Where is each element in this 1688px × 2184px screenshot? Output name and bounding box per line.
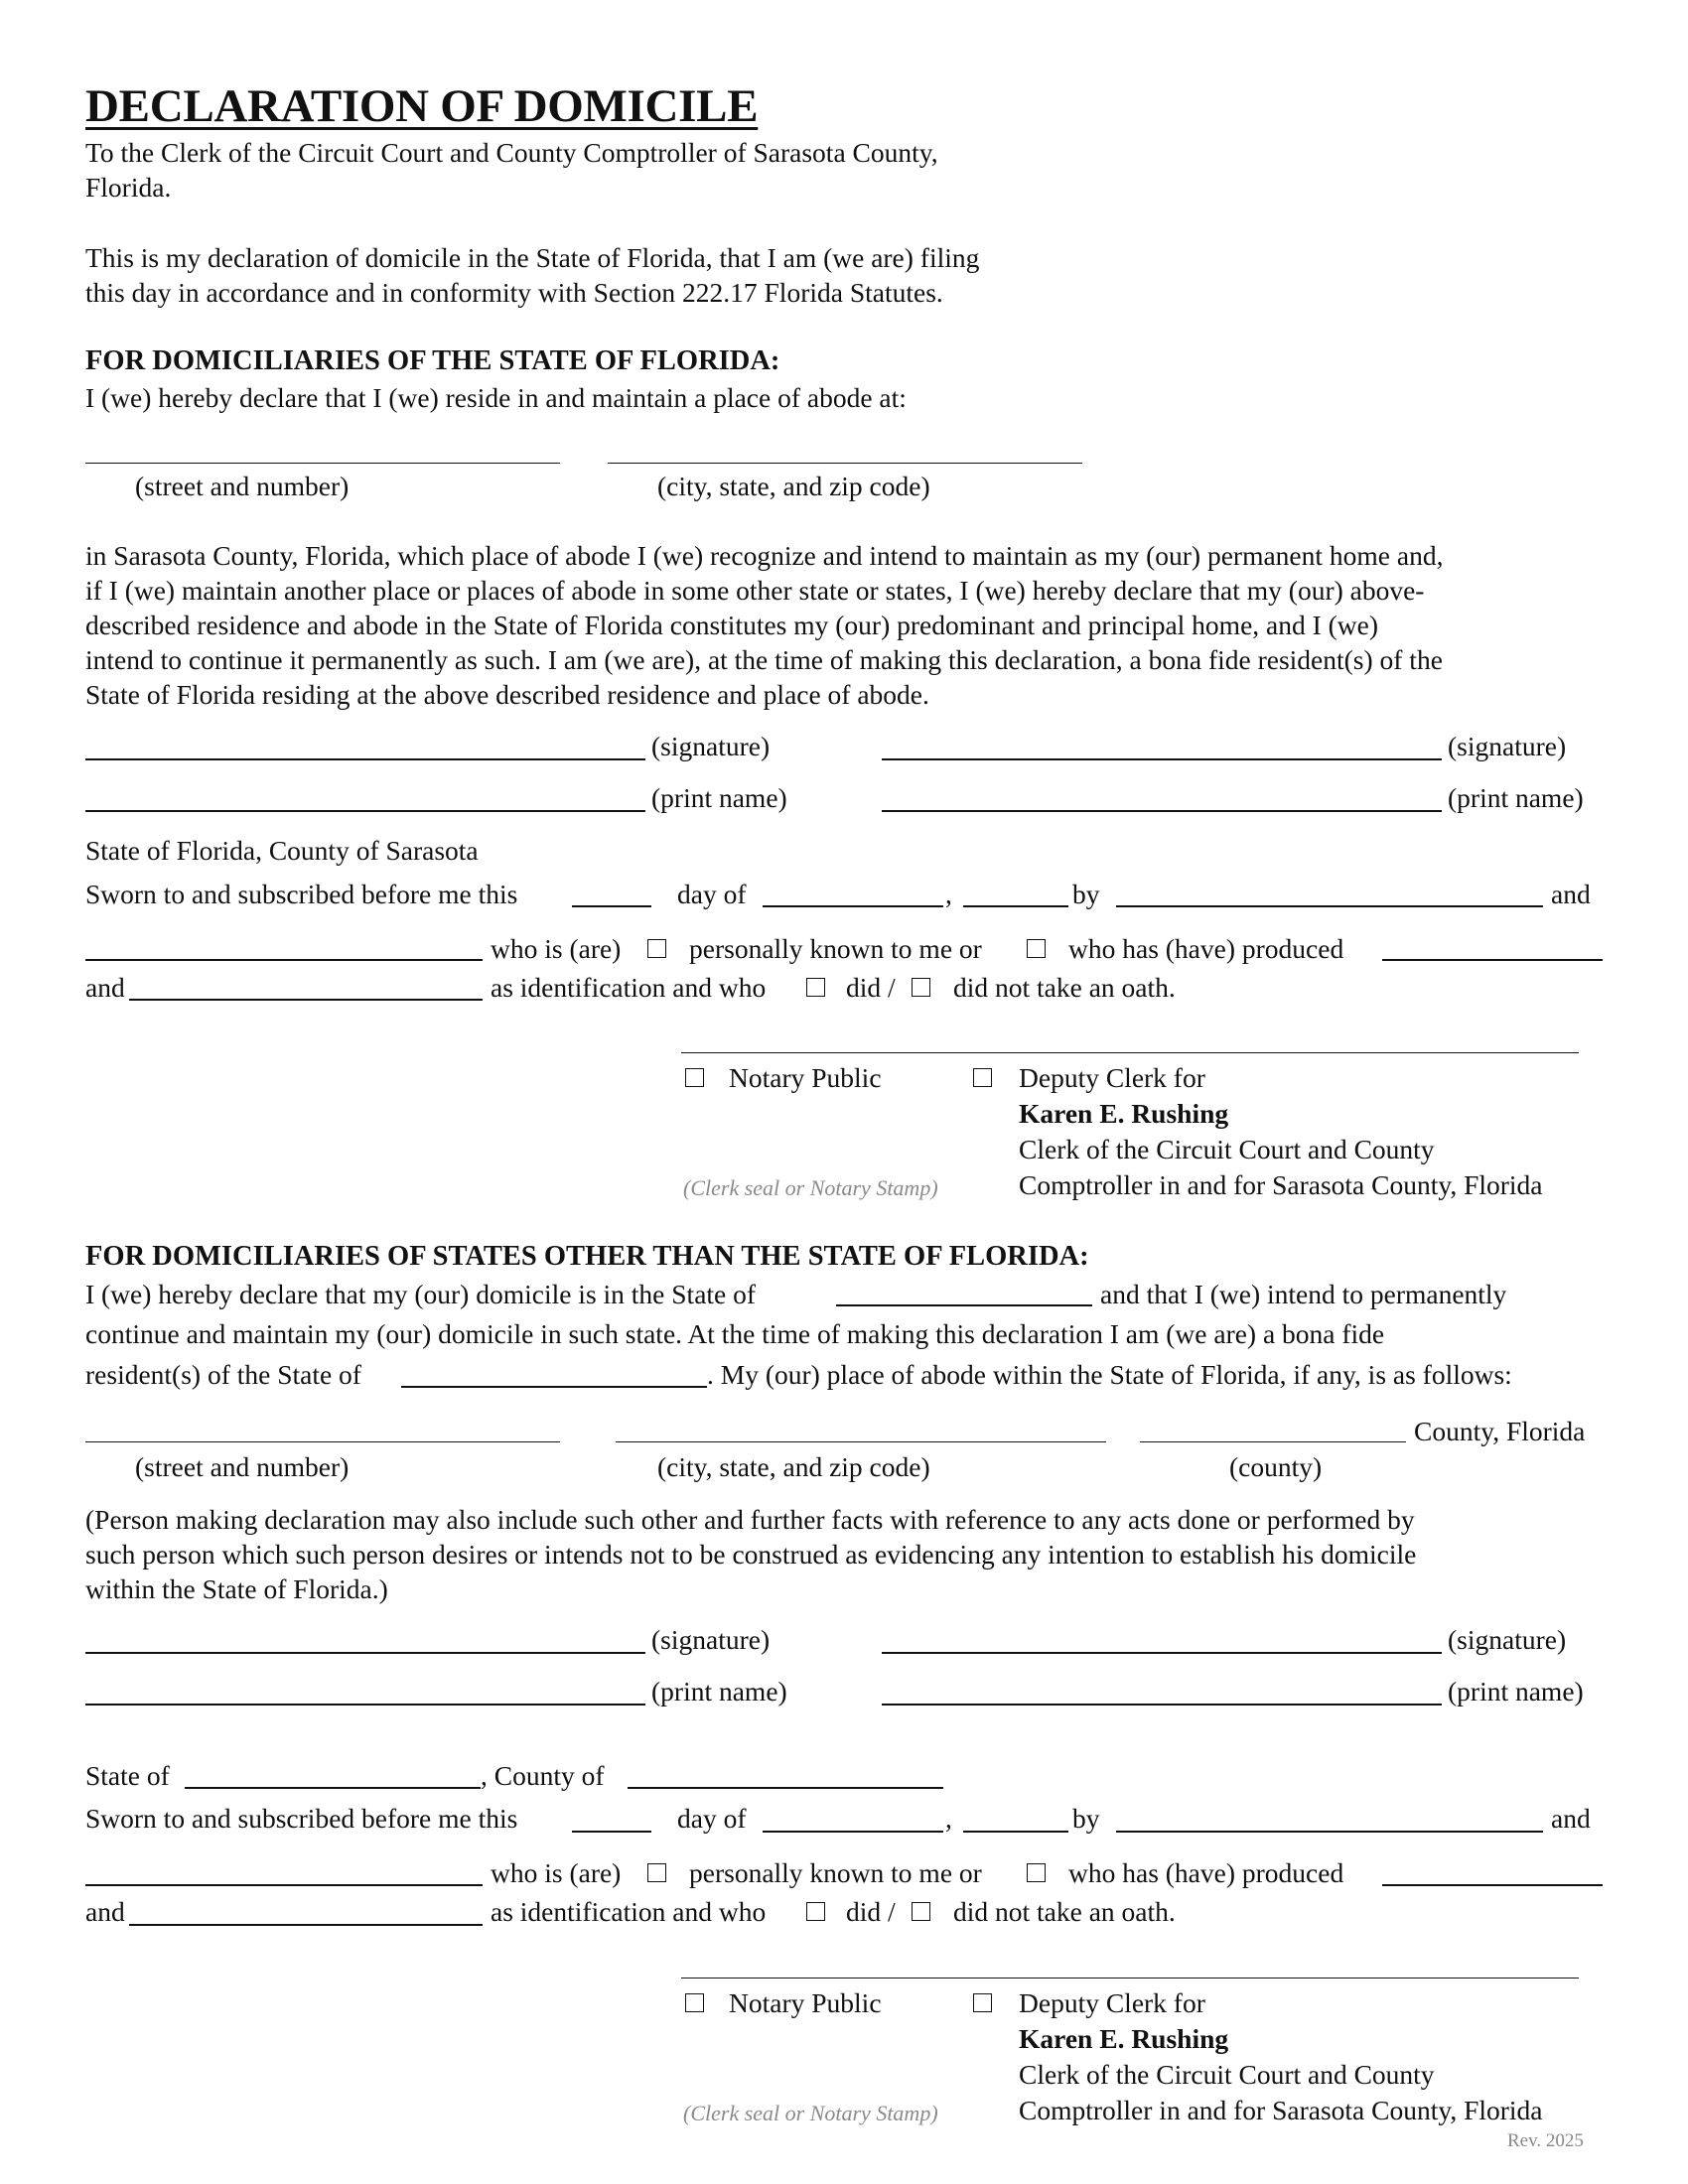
fl-comma: , [945,879,952,909]
fl-city-label: (city, state, and zip code) [657,471,930,501]
fl-day-input[interactable] [572,905,651,907]
fl-signature-1-label: (signature) [651,731,771,761]
fl-produced-checkbox[interactable] [1027,939,1046,958]
fl-body-line-2: if I (we) maintain another place or places of abode in some other state or states, I (we) hereby declare that my (our) above- [85,575,1425,606]
os-note-line-3: within the State of Florida.) [85,1573,388,1604]
os-note-line-2: such person which such person desires or intends not to be construed as evidencing any intention to establish his domicile [85,1539,1417,1570]
fl-clerk-title-1: Clerk of the Circuit Court and County [1019,1134,1435,1164]
fl-body-line-3: described residence and abode in the State of Florida constitutes my (our) predominant and principal home, and I (we) [85,610,1379,640]
fl-by-name-input[interactable] [1116,905,1543,907]
os-as-identification: as identification and who [491,1896,767,1927]
os-day-input[interactable] [572,1831,651,1833]
os-county-of-input[interactable] [628,1787,943,1789]
os-notary-public-label: Notary Public [729,1987,882,2018]
os-signature-2-input[interactable] [882,1652,1442,1654]
os-note-line-1: (Person making declaration may also include such other and further facts with reference to any acts done or performed by [85,1504,1415,1535]
os-city-input[interactable] [616,1441,1106,1442]
other-section-heading: FOR DOMICILIARIES OF STATES OTHER THAN THE STATE OF FLORIDA: [85,1241,1089,1272]
fl-signature-1-input[interactable] [85,758,645,760]
os-by-name-input[interactable] [1116,1831,1543,1833]
fl-personally-known: personally known to me or [689,933,982,964]
os-county-input[interactable] [1140,1441,1406,1442]
florida-declare-text: I (we) hereby declare that I (we) reside in and maintain a place of abode at: [85,382,907,413]
addressee-line-1: To the Clerk of the Circuit Court and County Comptroller of Sarasota County, [85,137,938,168]
os-comma: , [945,1803,952,1834]
fl-state-county: State of Florida, County of Sarasota [85,835,479,866]
fl-did: did / [846,972,896,1003]
os-identification-2-input[interactable] [129,1924,483,1926]
os-did-not: did not take an oath. [953,1896,1176,1927]
fl-by: by [1072,879,1100,909]
os-line2: continue and maintain my (our) domicile in such state. At the time of making this declaration I am (we are) a bona fide [85,1318,1385,1349]
fl-print-name-1-label: (print name) [651,782,787,813]
os-who-name-input[interactable] [85,1884,483,1886]
fl-street-label: (street and number) [135,471,350,501]
fl-did-not-checkbox[interactable] [912,978,930,997]
fl-deputy-clerk-label: Deputy Clerk for [1019,1062,1205,1093]
os-seal-note: (Clerk seal or Notary Stamp) [683,2101,938,2125]
os-county-florida: County, Florida [1414,1416,1586,1446]
fl-and-2: and [85,972,125,1003]
os-state-of-input[interactable] [185,1787,481,1789]
fl-print-name-2-label: (print name) [1448,782,1584,813]
os-personally-known: personally known to me or [689,1857,982,1888]
os-deputy-clerk-checkbox[interactable] [973,1993,992,2012]
os-county-of: , County of [481,1760,605,1791]
declaration-line-2: this day in accordance and in conformity with Section 222.17 Florida Statutes. [85,277,943,308]
os-print-name-1-input[interactable] [85,1704,645,1706]
fl-month-input[interactable] [763,905,943,907]
os-by: by [1072,1803,1100,1834]
addressee-line-2: Florida. [85,172,172,203]
os-month-input[interactable] [763,1831,943,1833]
fl-who-name-input[interactable] [85,959,483,961]
fl-day-of: day of [677,879,747,909]
fl-who-is: who is (are) [491,933,622,964]
os-clerk-title-2: Comptroller in and for Sarasota County, Florida [1019,2095,1543,2125]
os-personally-known-checkbox[interactable] [647,1863,666,1882]
os-print-name-2-input[interactable] [882,1704,1442,1706]
os-and: and [1551,1803,1591,1834]
fl-clerk-name: Karen E. Rushing [1019,1098,1229,1129]
fl-did-not: did not take an oath. [953,972,1176,1003]
os-who-is: who is (are) [491,1857,622,1888]
os-who-has-produced: who has (have) produced [1068,1857,1344,1888]
os-city-label: (city, state, and zip code) [657,1451,930,1482]
os-notary-signature-input[interactable] [681,1978,1579,1979]
os-print-name-1-label: (print name) [651,1676,787,1706]
os-identification-input[interactable] [1382,1884,1603,1886]
os-sworn-prefix: Sworn to and subscribed before me this [85,1803,518,1834]
os-line3-a: resident(s) of the State of [85,1359,361,1390]
os-did-not-checkbox[interactable] [912,1902,930,1921]
fl-body-line-5: State of Florida residing at the above described residence and place of abode. [85,679,929,710]
fl-who-has-produced: who has (have) produced [1068,933,1344,964]
fl-body-line-1: in Sarasota County, Florida, which place of abode I (we) recognize and intend to maintain as my (our) permanent home and, [85,540,1444,571]
os-year-input[interactable] [963,1831,1068,1833]
os-street-input[interactable] [85,1441,560,1442]
florida-section-heading: FOR DOMICILIARIES OF THE STATE OF FLORIDA: [85,345,780,376]
fl-personally-known-checkbox[interactable] [647,939,666,958]
os-deputy-clerk-label: Deputy Clerk for [1019,1987,1205,2018]
os-clerk-name: Karen E. Rushing [1019,2023,1229,2054]
os-signature-2-label: (signature) [1448,1624,1567,1655]
os-line1-b: and that I (we) intend to permanently [1100,1279,1507,1309]
os-did: did / [846,1896,896,1927]
fl-print-name-2-input[interactable] [882,810,1442,812]
os-print-name-2-label: (print name) [1448,1676,1584,1706]
fl-city-input[interactable] [608,463,1082,464]
fl-signature-2-input[interactable] [882,758,1442,760]
fl-deputy-clerk-checkbox[interactable] [973,1068,992,1087]
fl-year-input[interactable] [963,905,1068,907]
os-clerk-title-1: Clerk of the Circuit Court and County [1019,2059,1435,2090]
os-signature-1-input[interactable] [85,1652,645,1654]
fl-identification-input[interactable] [1382,959,1603,961]
fl-identification-2-input[interactable] [129,999,483,1001]
os-line3-b: . My (our) place of abode within the State of Florida, if any, is as follows: [707,1359,1512,1390]
fl-notary-public-checkbox[interactable] [685,1068,704,1087]
fl-signature-2-label: (signature) [1448,731,1567,761]
os-county-label: (county) [1229,1451,1323,1482]
os-domicile-state-input[interactable] [836,1304,1092,1306]
os-and-2: and [85,1896,125,1927]
fl-notary-signature-input[interactable] [681,1052,1579,1053]
fl-body-line-4: intend to continue it permanently as such. I am (we are), at the time of making this declaration, a bona fide resident(s) of the [85,644,1443,675]
os-state-of: State of [85,1760,170,1791]
page-title: DECLARATION OF DOMICILE [85,80,759,132]
os-line1-a: I (we) hereby declare that my (our) domicile is in the State of [85,1279,757,1309]
fl-did-checkbox[interactable] [806,978,825,997]
fl-seal-note: (Clerk seal or Notary Stamp) [683,1175,938,1200]
os-produced-checkbox[interactable] [1027,1863,1046,1882]
revision-label: Rev. 2025 [1507,2130,1584,2151]
os-signature-1-label: (signature) [651,1624,771,1655]
declaration-line-1: This is my declaration of domicile in the State of Florida, that I am (we are) filing [85,242,980,273]
fl-clerk-title-2: Comptroller in and for Sarasota County, Florida [1019,1169,1543,1200]
os-did-checkbox[interactable] [806,1902,825,1921]
fl-print-name-1-input[interactable] [85,810,645,812]
os-street-label: (street and number) [135,1451,350,1482]
fl-sworn-prefix: Sworn to and subscribed before me this [85,879,518,909]
fl-notary-public-label: Notary Public [729,1062,882,1093]
fl-street-input[interactable] [85,463,560,464]
fl-and: and [1551,879,1591,909]
os-notary-public-checkbox[interactable] [685,1993,704,2012]
fl-as-identification: as identification and who [491,972,767,1003]
os-day-of: day of [677,1803,747,1834]
os-resident-state-input[interactable] [401,1386,707,1388]
